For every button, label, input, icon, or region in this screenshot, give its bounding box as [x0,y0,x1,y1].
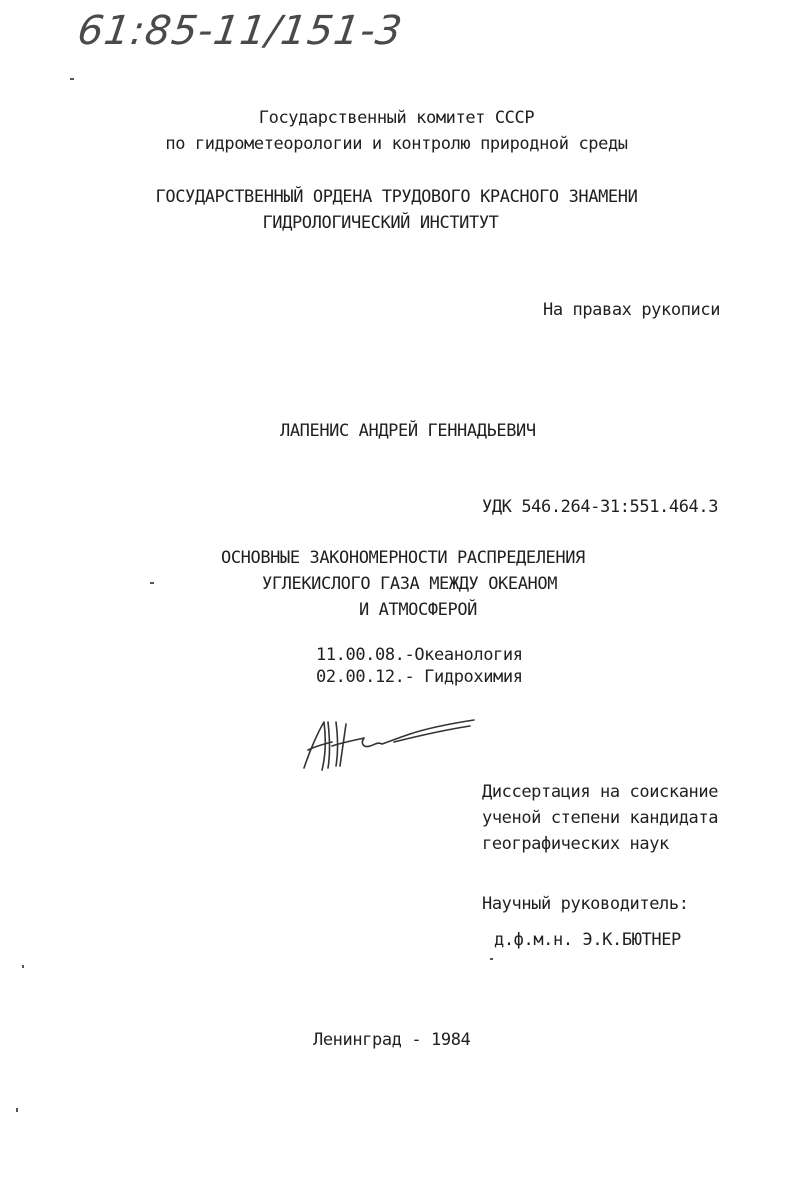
institute-line-1: ГОСУДАРСТВЕННЫЙ ОРДЕНА ТРУДОВОГО КРАСНОГО ЗНАМЕНИ [155,187,638,207]
manuscript-rights: На правах рукописи [543,300,721,320]
city-year: Ленинград - 1984 [313,1030,471,1050]
author-name: ЛАПЕНИС АНДРЕЙ ГЕННАДЬЕВИЧ [280,421,536,441]
dissertation-line-3: географических наук [482,834,669,854]
title-line-1: ОСНОВНЫЕ ЗАКОНОМЕРНОСТИ РАСПРЕДЕЛЕНИЯ [221,548,585,568]
title-line-2: УГЛЕКИСЛОГО ГАЗА МЕЖДУ ОКЕАНОМ [262,574,558,594]
dissertation-line-2: ученой степени кандидата [482,808,719,828]
specialty-1: 11.00.08.-Океанология [316,645,523,665]
udc-code: УДК 546.264-31:551.464.3 [482,497,719,517]
committee-line-1: Государственный комитет СССР [258,108,535,128]
title-line-3: И АТМОСФЕРОЙ [359,600,478,620]
scan-speck [490,958,493,960]
committee-line-2: по гидрометеорологии и контролю природной среды [165,134,628,154]
scan-speck [16,1108,18,1112]
supervisor-label: Научный руководитель: [482,894,689,914]
scan-speck [70,78,74,80]
signature [298,716,483,774]
scan-speck [22,965,24,968]
specialty-2: 02.00.12.- Гидрохимия [316,667,523,687]
dissertation-line-1: Диссертация на соискание [482,782,719,802]
scan-speck [150,582,154,584]
institute-line-2: ГИДРОЛОГИЧЕСКИЙ ИНСТИТУТ [262,213,499,233]
supervisor-name: д.ф.м.н. Э.К.БЮТНЕР [494,930,681,950]
archive-number: 61:85-11/151-3 [74,8,406,54]
